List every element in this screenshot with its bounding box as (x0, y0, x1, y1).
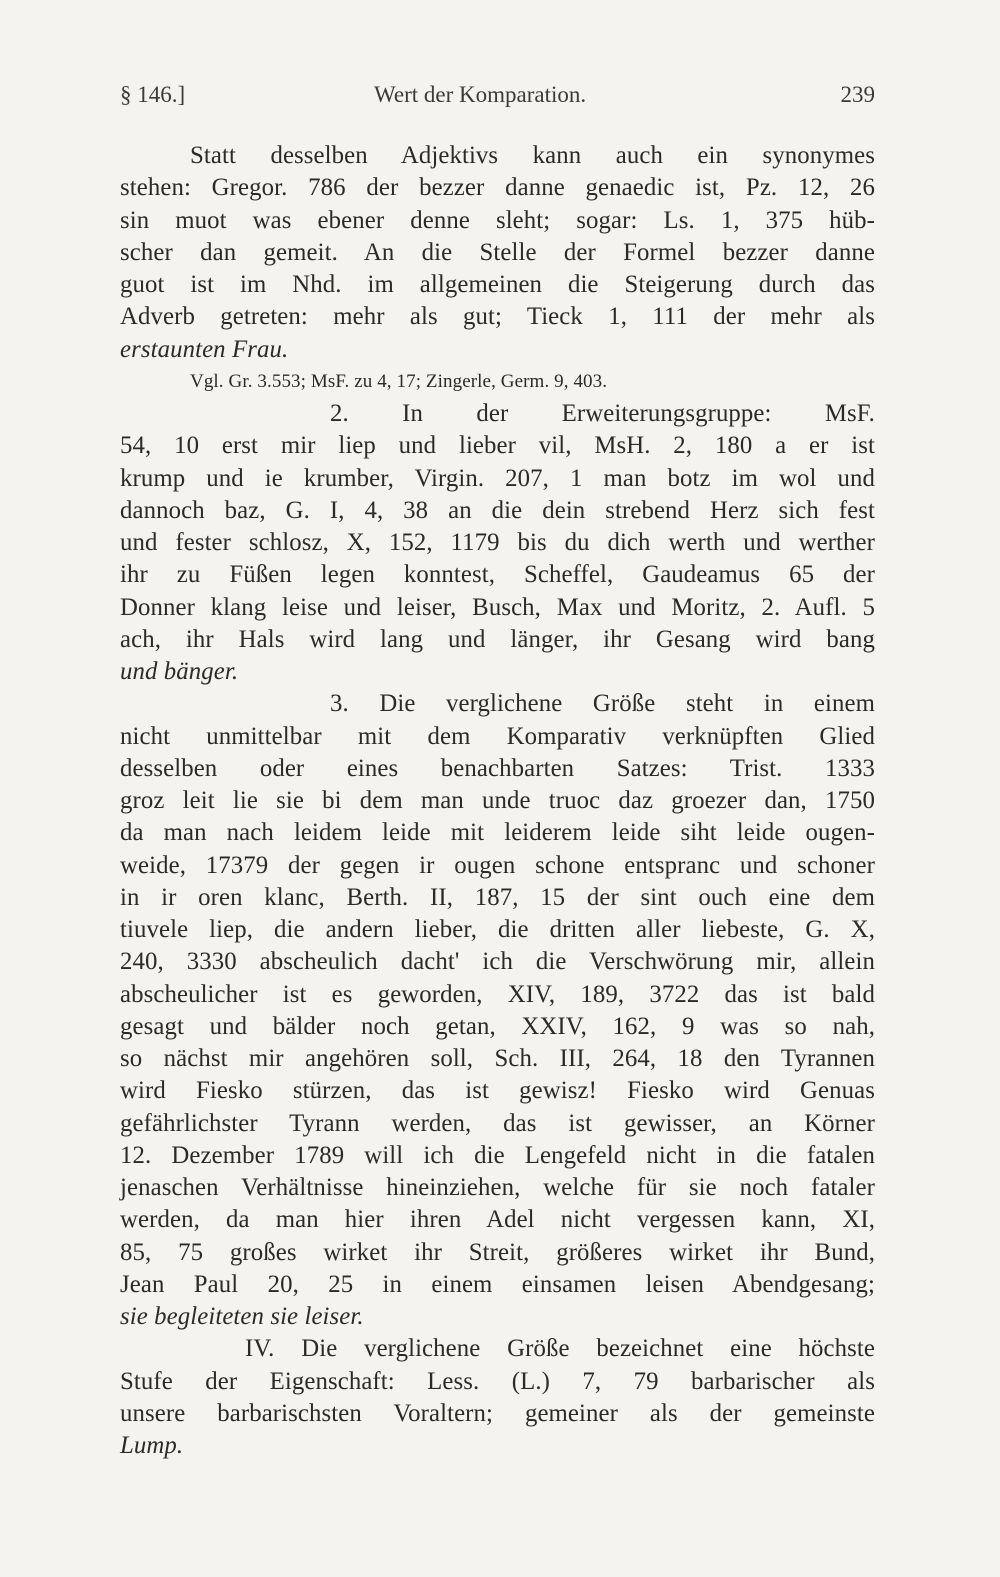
text-line: Adverb getreten: mehr als gut; Tieck 1, 111 der mehr als (120, 303, 875, 331)
text-line: in ir oren klanc, Berth. II, 187, 15 der sint ouch eine dem (120, 883, 875, 911)
text-line: krump und ie krumber, Virgin. 207, 1 man botz im wol und (120, 464, 875, 492)
text-line: Lump. (120, 1432, 184, 1459)
text-line: scher dan gemeit. An die Stelle der Formel bezzer danne (120, 238, 875, 266)
footnote-line: Vgl. Gr. 3.553; MsF. zu 4, 17; Zingerle, Germ. 9, 403. (190, 370, 608, 392)
running-header (120, 82, 875, 118)
text-line: und bänger. (120, 658, 239, 685)
text-line: Jean Paul 20, 25 in einem einsamen leisen Abendgesang; (120, 1270, 875, 1298)
text-line: jenaschen Verhältnisse hineinziehen, welche für sie noch fataler (120, 1174, 875, 1201)
text-line: Stufe der Eigenschaft: Less. (L.) 7, 79 barbarischer als (120, 1367, 875, 1395)
text-line: ach, ihr Hals wird lang und länger, ihr Gesang wird bang (120, 625, 875, 653)
text-line: gesagt und bälder noch getan, XXIV, 162, 9 was so nah, (120, 1012, 875, 1040)
text-line: sie begleiteten sie leiser. (120, 1303, 364, 1330)
text-line: wird Fiesko stürzen, das ist gewisz! Fiesko wird Genuas (120, 1077, 875, 1105)
text-line: ihr zu Füßen legen konntest, Scheffel, Gaudeamus 65 der (120, 561, 875, 589)
section-number: § 146.] (120, 82, 186, 107)
text-line: 240, 3330 abscheulich dacht' ich die Verschwörung mir, allein (120, 948, 875, 976)
text-line: dannoch baz, G. I, 4, 38 an die dein strebend Herz sich fest (120, 496, 875, 524)
text-line: und fester schlosz, X, 152, 1179 bis du dich werth und werther (120, 529, 875, 556)
running-title: Wert der Komparation. (374, 82, 587, 107)
text-line: werden, da man hier ihren Adel nicht vergessen kann, XI, (120, 1206, 875, 1234)
text-line: desselben oder eines benachbarten Satzes: Trist. 1333 (120, 754, 875, 782)
text-line: unsere barbarischsten Voraltern; gemeiner als der gemeinste (120, 1399, 875, 1427)
text-line: 85, 75 großes wirket ihr Streit, größeres wirket ihr Bund, (120, 1238, 875, 1266)
text-line: erstaunten Frau. (120, 335, 289, 363)
text-line: da man nach leidem leide mit leiderem leide siht leide ougen- (120, 819, 875, 847)
text-line: groz leit lie sie bi dem man unde truoc daz groezer dan, 1750 (120, 787, 875, 814)
text-line: abscheulicher ist es geworden, XIV, 189, 3722 das ist bald (120, 980, 875, 1008)
text-line: 3. Die verglichene Größe steht in einem (330, 690, 875, 718)
text-line: weide, 17379 der gegen ir ougen schone entspranc und schoner (120, 851, 875, 879)
text-line: sin muot was ebener denne sleht; sogar: Ls. 1, 375 hüb- (120, 206, 875, 234)
text-line: 12. Dezember 1789 will ich die Lengefeld nicht in die fatalen (120, 1141, 875, 1169)
text-line: Statt desselben Adjektivs kann auch ein synonymes (190, 142, 875, 169)
body-text (120, 140, 875, 1462)
text-line: 54, 10 erst mir liep und lieber vil, MsH. 2, 180 a er ist (120, 432, 875, 460)
text-line: guot ist im Nhd. im allgemeinen die Steigerung durch das (120, 271, 875, 298)
text-line: nicht unmittelbar mit dem Komparativ verknüpften Glied (120, 722, 875, 750)
text-line: gefährlichster Tyrann werden, das ist gewisser, an Körner (120, 1109, 875, 1137)
page-number: 239 (840, 82, 875, 107)
text-line: IV. Die verglichene Größe bezeichnet eine höchste (245, 1335, 875, 1363)
text-line: Donner klang leise und leiser, Busch, Max und Moritz, 2. Aufl. 5 (120, 593, 875, 621)
text-line: so nächst mir angehören soll, Sch. III, 264, 18 den Tyrannen (120, 1045, 875, 1072)
text-line: stehen: Gregor. 786 der bezzer danne genaedic ist, Pz. 12, 26 (120, 174, 875, 202)
text-line: tiuvele liep, die andern lieber, die dritten aller liebeste, G. X, (120, 916, 875, 943)
text-line: 2. In der Erweiterungsgruppe: MsF. (330, 400, 875, 427)
